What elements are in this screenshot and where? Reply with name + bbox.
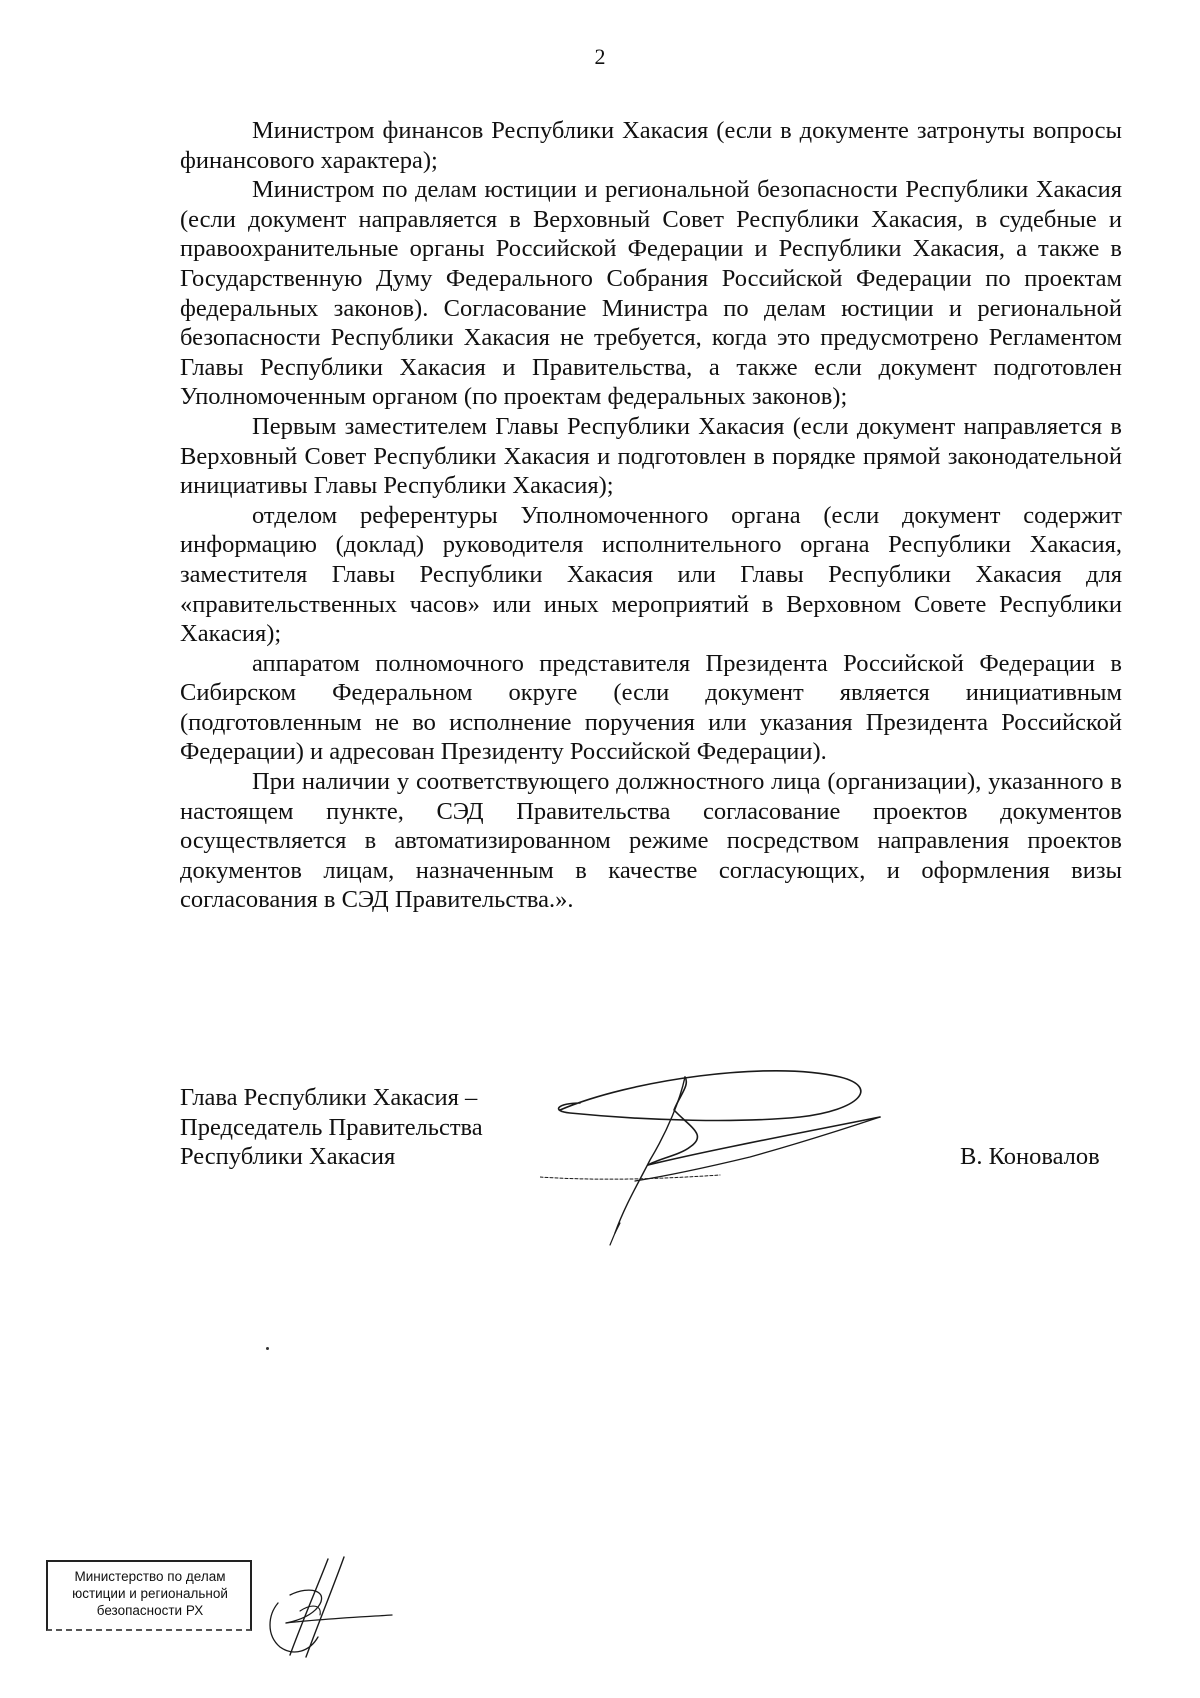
signatory-title-line-2: Председатель Правительства [180,1113,483,1141]
signatory-title [180,1083,483,1172]
paragraph-1: Министром финансов Республики Хакасия (если в документе затронуты вопросы финансового характера); [180,117,1122,174]
document-body [180,116,1122,915]
signatory-title-line-3: Республики Хакасия [180,1143,396,1171]
paragraph-5: аппаратом полномочного представителя Президента Российской Федерации в Сибирском Федеральном округе (если документ является инициативным (подготовленным не во исполнение поручения или указания Президента Российской Федерации) и адресован Президенту Российской Федерации). [180,649,1122,766]
handwritten-signature [540,1055,940,1255]
speck [266,1347,269,1350]
paragraph-6: При наличии у соответствующего должностного лица (организации), указанного в настоящем пункте, СЭД Правительства согласование проектов документов осуществляется в автоматизированном режиме посредством направления проектов документов лицам, назначенным в качестве согласующих, и оформления визы согласования в СЭД Правительства.». [180,768,1122,914]
visa-signature [260,1555,400,1665]
stamp-line-2: юстиции и региональной [72,1586,228,1601]
signatory-title-line-1: Глава Республики Хакасия – [180,1084,478,1111]
paragraph-2: Министром по делам юстиции и региональной безопасности Республики Хакасия (если документ направляется в Верховный Совет Республики Хакасия, в судебные и правоохранительные органы Российской Федерации и Республики Хакасия, а также в Государственную Думу Федерального Собрания Российской Федерации по проектам федеральных законов). Согласование Министра по делам юстиции и региональной безопасности Республики Хакасия не требуется, когда это предусмотрено Регламентом Главы Республики Хакасия и Правительства, а также если документ подготовлен Уполномоченным органом (по проектам федеральных законов); [180,176,1122,411]
page-number: 2 [594,44,606,69]
approval-stamp [46,1560,252,1631]
signatory-name: В. Коновалов [960,1143,1100,1170]
stamp-line-3: безопасности РХ [96,1603,204,1618]
stamp-line-1: Министерство по делам [74,1569,226,1584]
paragraph-4: отделом референтуры Уполномоченного органа (если документ содержит информацию (доклад) руководителя исполнительного органа Республики Хакасия, заместителя Главы Республики Хакасия или Главы Республики Хакасия для «правительственных часов» или иных мероприятий в Верховном Совете Республики Хакасия); [180,501,1122,648]
paragraph-3: Первым заместителем Главы Республики Хакасия (если документ направляется в Верховный Совет Республики Хакасия и подготовлен в порядке прямой законодательной инициативы Главы Республики Хакасия); [180,412,1122,500]
